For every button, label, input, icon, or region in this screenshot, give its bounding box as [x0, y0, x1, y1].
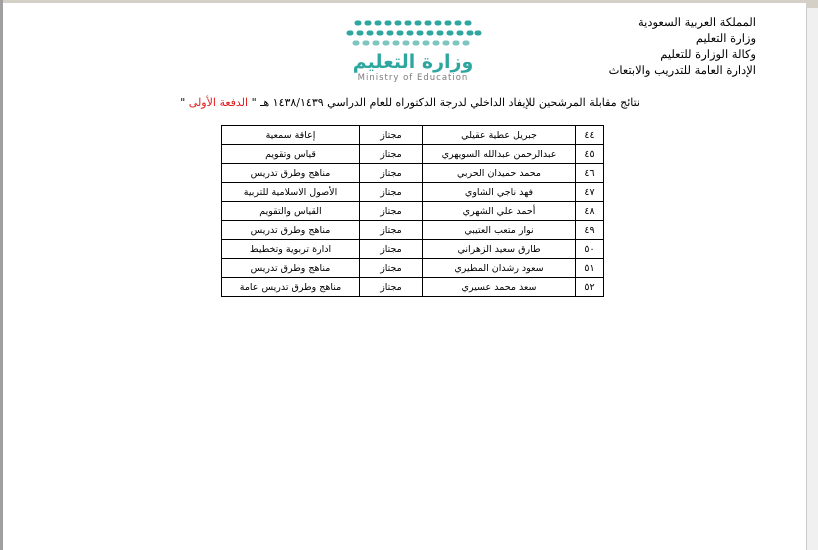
candidate-name-cell: أحمد علي الشهري: [423, 202, 576, 221]
status-cell: مجتاز: [360, 202, 423, 221]
row-number-cell: ٤٧: [576, 183, 604, 202]
candidate-name-cell: سعود رشدان المطيري: [423, 259, 576, 278]
table-row: [222, 183, 604, 202]
window-left-edge: [0, 0, 3, 550]
title-batch-highlight: الدفعة الأولى: [188, 96, 249, 109]
table-row: [222, 164, 604, 183]
candidate-name-cell: محمد حميدان الحربي: [423, 164, 576, 183]
row-number-cell: ٤٥: [576, 145, 604, 164]
major-cell: القياس والتقويم: [222, 202, 360, 221]
row-number-cell: ٥٢: [576, 278, 604, 297]
table-row: [222, 259, 604, 278]
major-cell: مناهج وطرق تدريس: [222, 164, 360, 183]
table-row: [222, 202, 604, 221]
major-cell: الأصول الاسلامية للتربية: [222, 183, 360, 202]
document-title: [180, 96, 640, 110]
letterhead-line-ministry: وزارة التعليم: [695, 31, 756, 45]
ministry-logo: [344, 18, 482, 84]
letterhead-line-department: الإدارة العامة للتدريب والابتعاث: [608, 63, 756, 77]
status-cell: مجتاز: [360, 126, 423, 145]
status-cell: مجتاز: [360, 278, 423, 297]
candidate-name-cell: عبدالرحمن عبدالله السويهري: [423, 145, 576, 164]
letterhead-line-agency: وكالة الوزارة للتعليم: [660, 47, 756, 61]
scrollbar-corner: [806, 0, 818, 8]
major-cell: قياس وتقويم: [222, 145, 360, 164]
major-cell: مناهج وطرق تدريس: [222, 221, 360, 240]
candidate-name-cell: سعد محمد عسيري: [423, 278, 576, 297]
table-row: [222, 221, 604, 240]
letterhead: [609, 14, 756, 78]
status-cell: مجتاز: [360, 145, 423, 164]
row-number-cell: ٥٠: [576, 240, 604, 259]
window-top-edge: [0, 0, 818, 3]
major-cell: مناهج وطرق تدريس عامة: [222, 278, 360, 297]
letterhead-line-kingdom: المملكة العربية السعودية: [638, 15, 756, 29]
row-number-cell: ٤٩: [576, 221, 604, 240]
logo-english-text: Ministry of Education: [357, 73, 469, 83]
status-cell: مجتاز: [360, 221, 423, 240]
status-cell: مجتاز: [360, 164, 423, 183]
status-cell: مجتاز: [360, 240, 423, 259]
title-closing-quote: ": [180, 96, 186, 109]
row-number-cell: ٤٦: [576, 164, 604, 183]
results-table: [221, 125, 604, 297]
candidate-name-cell: فهد ناجي الشاوي: [423, 183, 576, 202]
table-row: [222, 145, 604, 164]
logo-dots-icon: [344, 18, 482, 50]
status-cell: مجتاز: [360, 183, 423, 202]
candidate-name-cell: طارق سعيد الزهراني: [423, 240, 576, 259]
major-cell: مناهج وطرق تدريس: [222, 259, 360, 278]
vertical-scrollbar[interactable]: [806, 0, 818, 550]
major-cell: ادارة تربوية وتخطيط: [222, 240, 360, 259]
table-row: [222, 126, 604, 145]
major-cell: إعاقة سمعية: [222, 126, 360, 145]
table-row: [222, 240, 604, 259]
logo-arabic-text: وزارة التعليم: [352, 51, 474, 73]
candidate-name-cell: جبريل عطية عقيلي: [423, 126, 576, 145]
row-number-cell: ٥١: [576, 259, 604, 278]
title-text: نتائج مقابلة المرشحين للإيفاد الداخلي لدرجة الدكتوراه للعام الدراسي ١٤٣٨/١٤٣٩ هـ ": [251, 96, 640, 109]
candidate-name-cell: نوار متعب العتيبي: [423, 221, 576, 240]
row-number-cell: ٤٨: [576, 202, 604, 221]
status-cell: مجتاز: [360, 259, 423, 278]
row-number-cell: ٤٤: [576, 126, 604, 145]
table-row: [222, 278, 604, 297]
